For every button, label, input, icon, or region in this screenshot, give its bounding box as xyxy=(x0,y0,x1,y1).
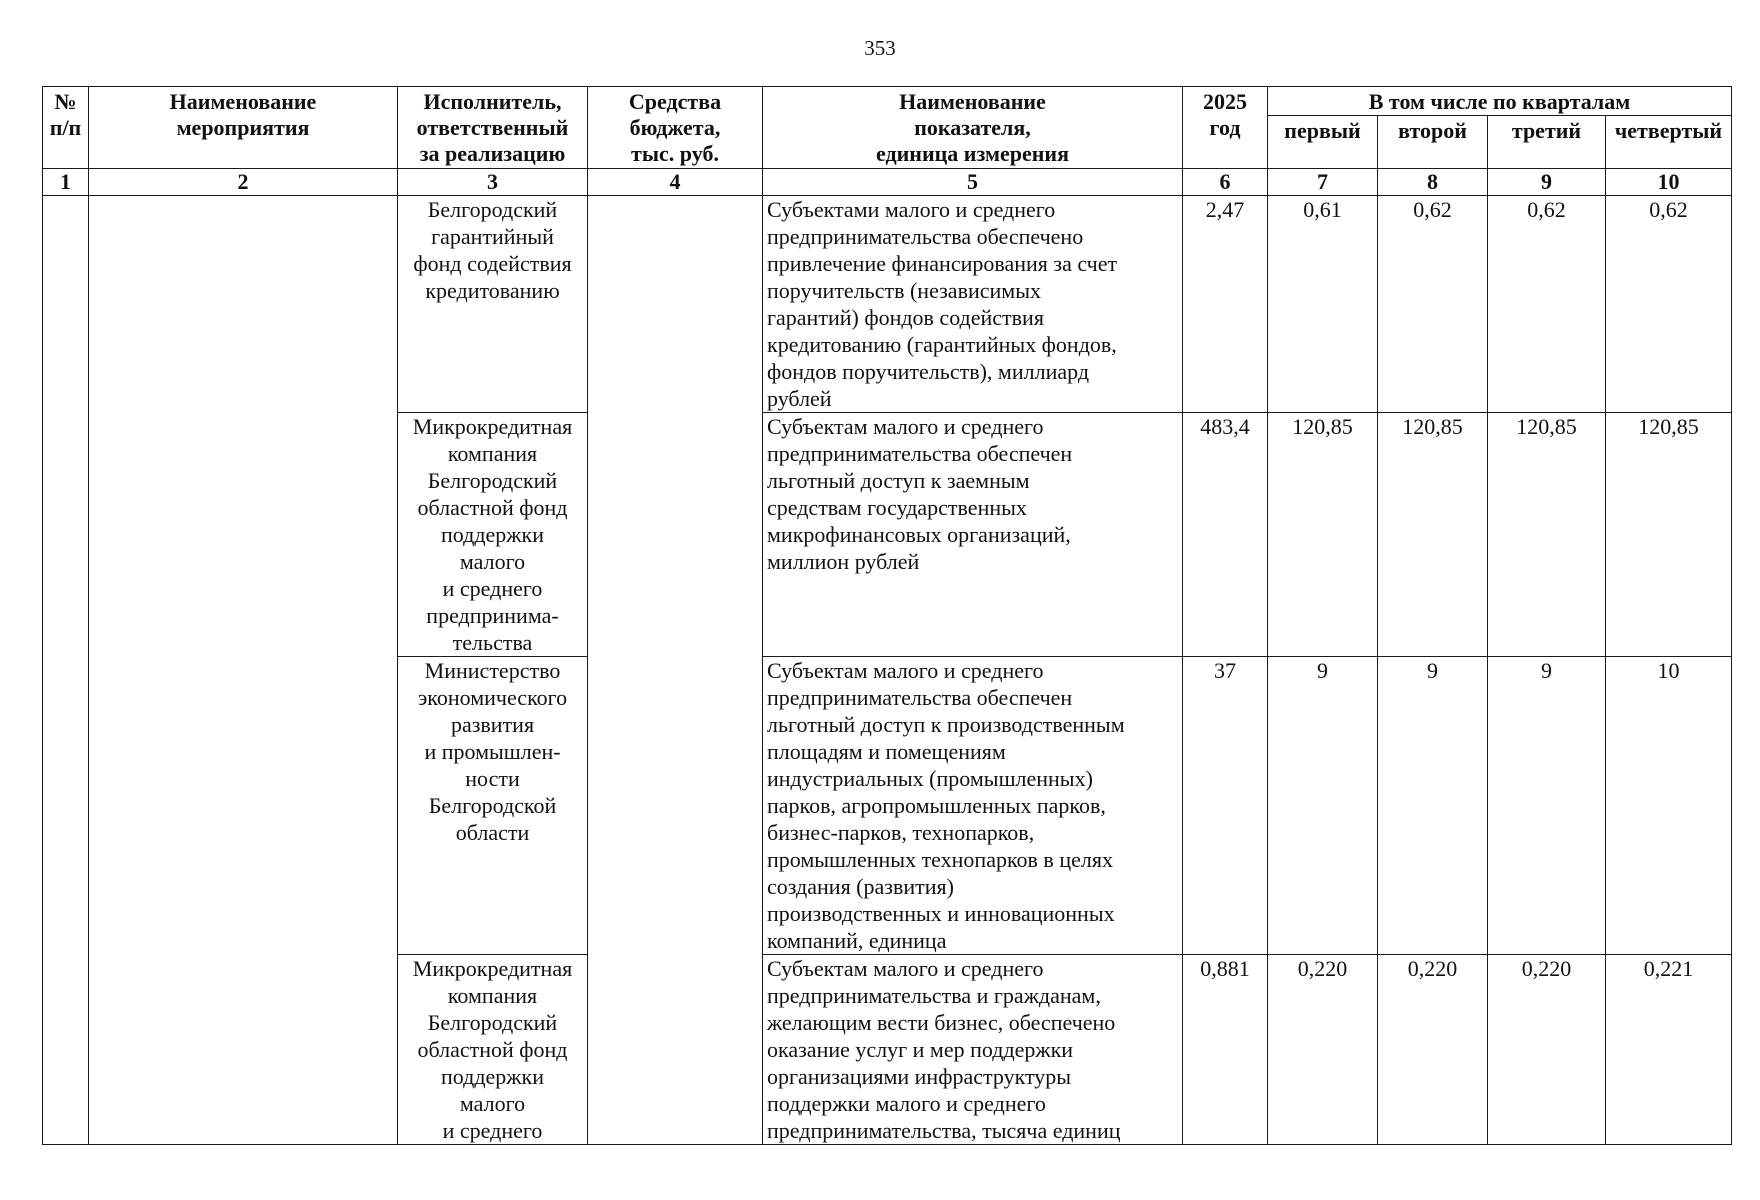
column-number: 3 xyxy=(398,169,588,196)
year-value: 0,881 xyxy=(1183,955,1268,1145)
column-number: 6 xyxy=(1183,169,1268,196)
executor-cell: Министерство экономического развития и промышлен- ности Белгородской области xyxy=(398,657,588,955)
column-number: 4 xyxy=(588,169,763,196)
indicator-cell: Субъектам малого и среднего предпринимательства обеспечен льготный доступ к производственным площадям и помещениям индустриальных (промышленных) парков, агропромышленных парков, бизнес-парков, технопарков, промышленных технопарков в целях создания (развития) производственных и инновационных компаний, единица xyxy=(763,657,1183,955)
header-col-executor: Исполнитель, ответственный за реализацию xyxy=(398,87,588,169)
column-number: 8 xyxy=(1378,169,1488,196)
quarter-4-value: 0,221 xyxy=(1606,955,1732,1145)
measures-table xyxy=(42,86,1732,1145)
header-quarter-2: второй xyxy=(1378,116,1488,169)
quarter-4-value: 120,85 xyxy=(1606,413,1732,657)
quarter-1-value: 0,61 xyxy=(1268,196,1378,413)
header-quarter-3: третий xyxy=(1488,116,1606,169)
quarter-3-value: 120,85 xyxy=(1488,413,1606,657)
column-numbers-row xyxy=(43,169,1732,196)
budget-cell xyxy=(588,196,763,1145)
row-number-cell xyxy=(43,196,89,1145)
measure-name-cell xyxy=(89,196,398,1145)
header-col-year: 2025 год xyxy=(1183,87,1268,169)
quarter-3-value: 9 xyxy=(1488,657,1606,955)
table-row xyxy=(43,196,1732,413)
header-quarter-1: первый xyxy=(1268,116,1378,169)
indicator-cell: Субъектам малого и среднего предпринимательства обеспечен льготный доступ к заемным средствам государственных микрофинансовых организаций, миллион рублей xyxy=(763,413,1183,657)
indicator-cell: Субъектам малого и среднего предпринимательства и гражданам, желающим вести бизнес, обеспечено оказание услуг и мер поддержки организациями инфраструктуры поддержки малого и среднего предпринимательства, тысяча единиц xyxy=(763,955,1183,1145)
year-value: 37 xyxy=(1183,657,1268,955)
quarter-2-value: 0,220 xyxy=(1378,955,1488,1145)
header-col-name: Наименование мероприятия xyxy=(89,87,398,169)
quarter-4-value: 0,62 xyxy=(1606,196,1732,413)
quarter-4-value: 10 xyxy=(1606,657,1732,955)
header-col-indicator: Наименование показателя, единица измерения xyxy=(763,87,1183,169)
header-quarters-group: В том числе по кварталам xyxy=(1268,87,1732,116)
header-col-num: № п/п xyxy=(43,87,89,169)
column-number: 2 xyxy=(89,169,398,196)
quarter-2-value: 9 xyxy=(1378,657,1488,955)
executor-cell: Микрокредитная компания Белгородский областной фонд поддержки малого и среднего предпринима- тельства xyxy=(398,413,588,657)
header-quarter-4: четвертый xyxy=(1606,116,1732,169)
column-number: 10 xyxy=(1606,169,1732,196)
quarter-2-value: 120,85 xyxy=(1378,413,1488,657)
executor-cell: Микрокредитная компания Белгородский областной фонд поддержки малого и среднего xyxy=(398,955,588,1145)
year-value: 483,4 xyxy=(1183,413,1268,657)
executor-cell: Белгородский гарантийный фонд содействия кредитованию xyxy=(398,196,588,413)
header-row xyxy=(43,87,1732,116)
column-number: 5 xyxy=(763,169,1183,196)
year-value: 2,47 xyxy=(1183,196,1268,413)
column-number: 9 xyxy=(1488,169,1606,196)
page-number: 353 xyxy=(864,36,896,60)
indicator-cell: Субъектами малого и среднего предпринимательства обеспечено привлечение финансирования за счет поручительств (независимых гарантий) фондов содействия кредитованию (гарантийных фондов, фондов поручительств), миллиард рублей xyxy=(763,196,1183,413)
column-number: 1 xyxy=(43,169,89,196)
quarter-1-value: 0,220 xyxy=(1268,955,1378,1145)
quarter-1-value: 9 xyxy=(1268,657,1378,955)
column-number: 7 xyxy=(1268,169,1378,196)
quarter-2-value: 0,62 xyxy=(1378,196,1488,413)
quarter-3-value: 0,220 xyxy=(1488,955,1606,1145)
quarter-1-value: 120,85 xyxy=(1268,413,1378,657)
header-col-budget: Средства бюджета, тыс. руб. xyxy=(588,87,763,169)
quarter-3-value: 0,62 xyxy=(1488,196,1606,413)
